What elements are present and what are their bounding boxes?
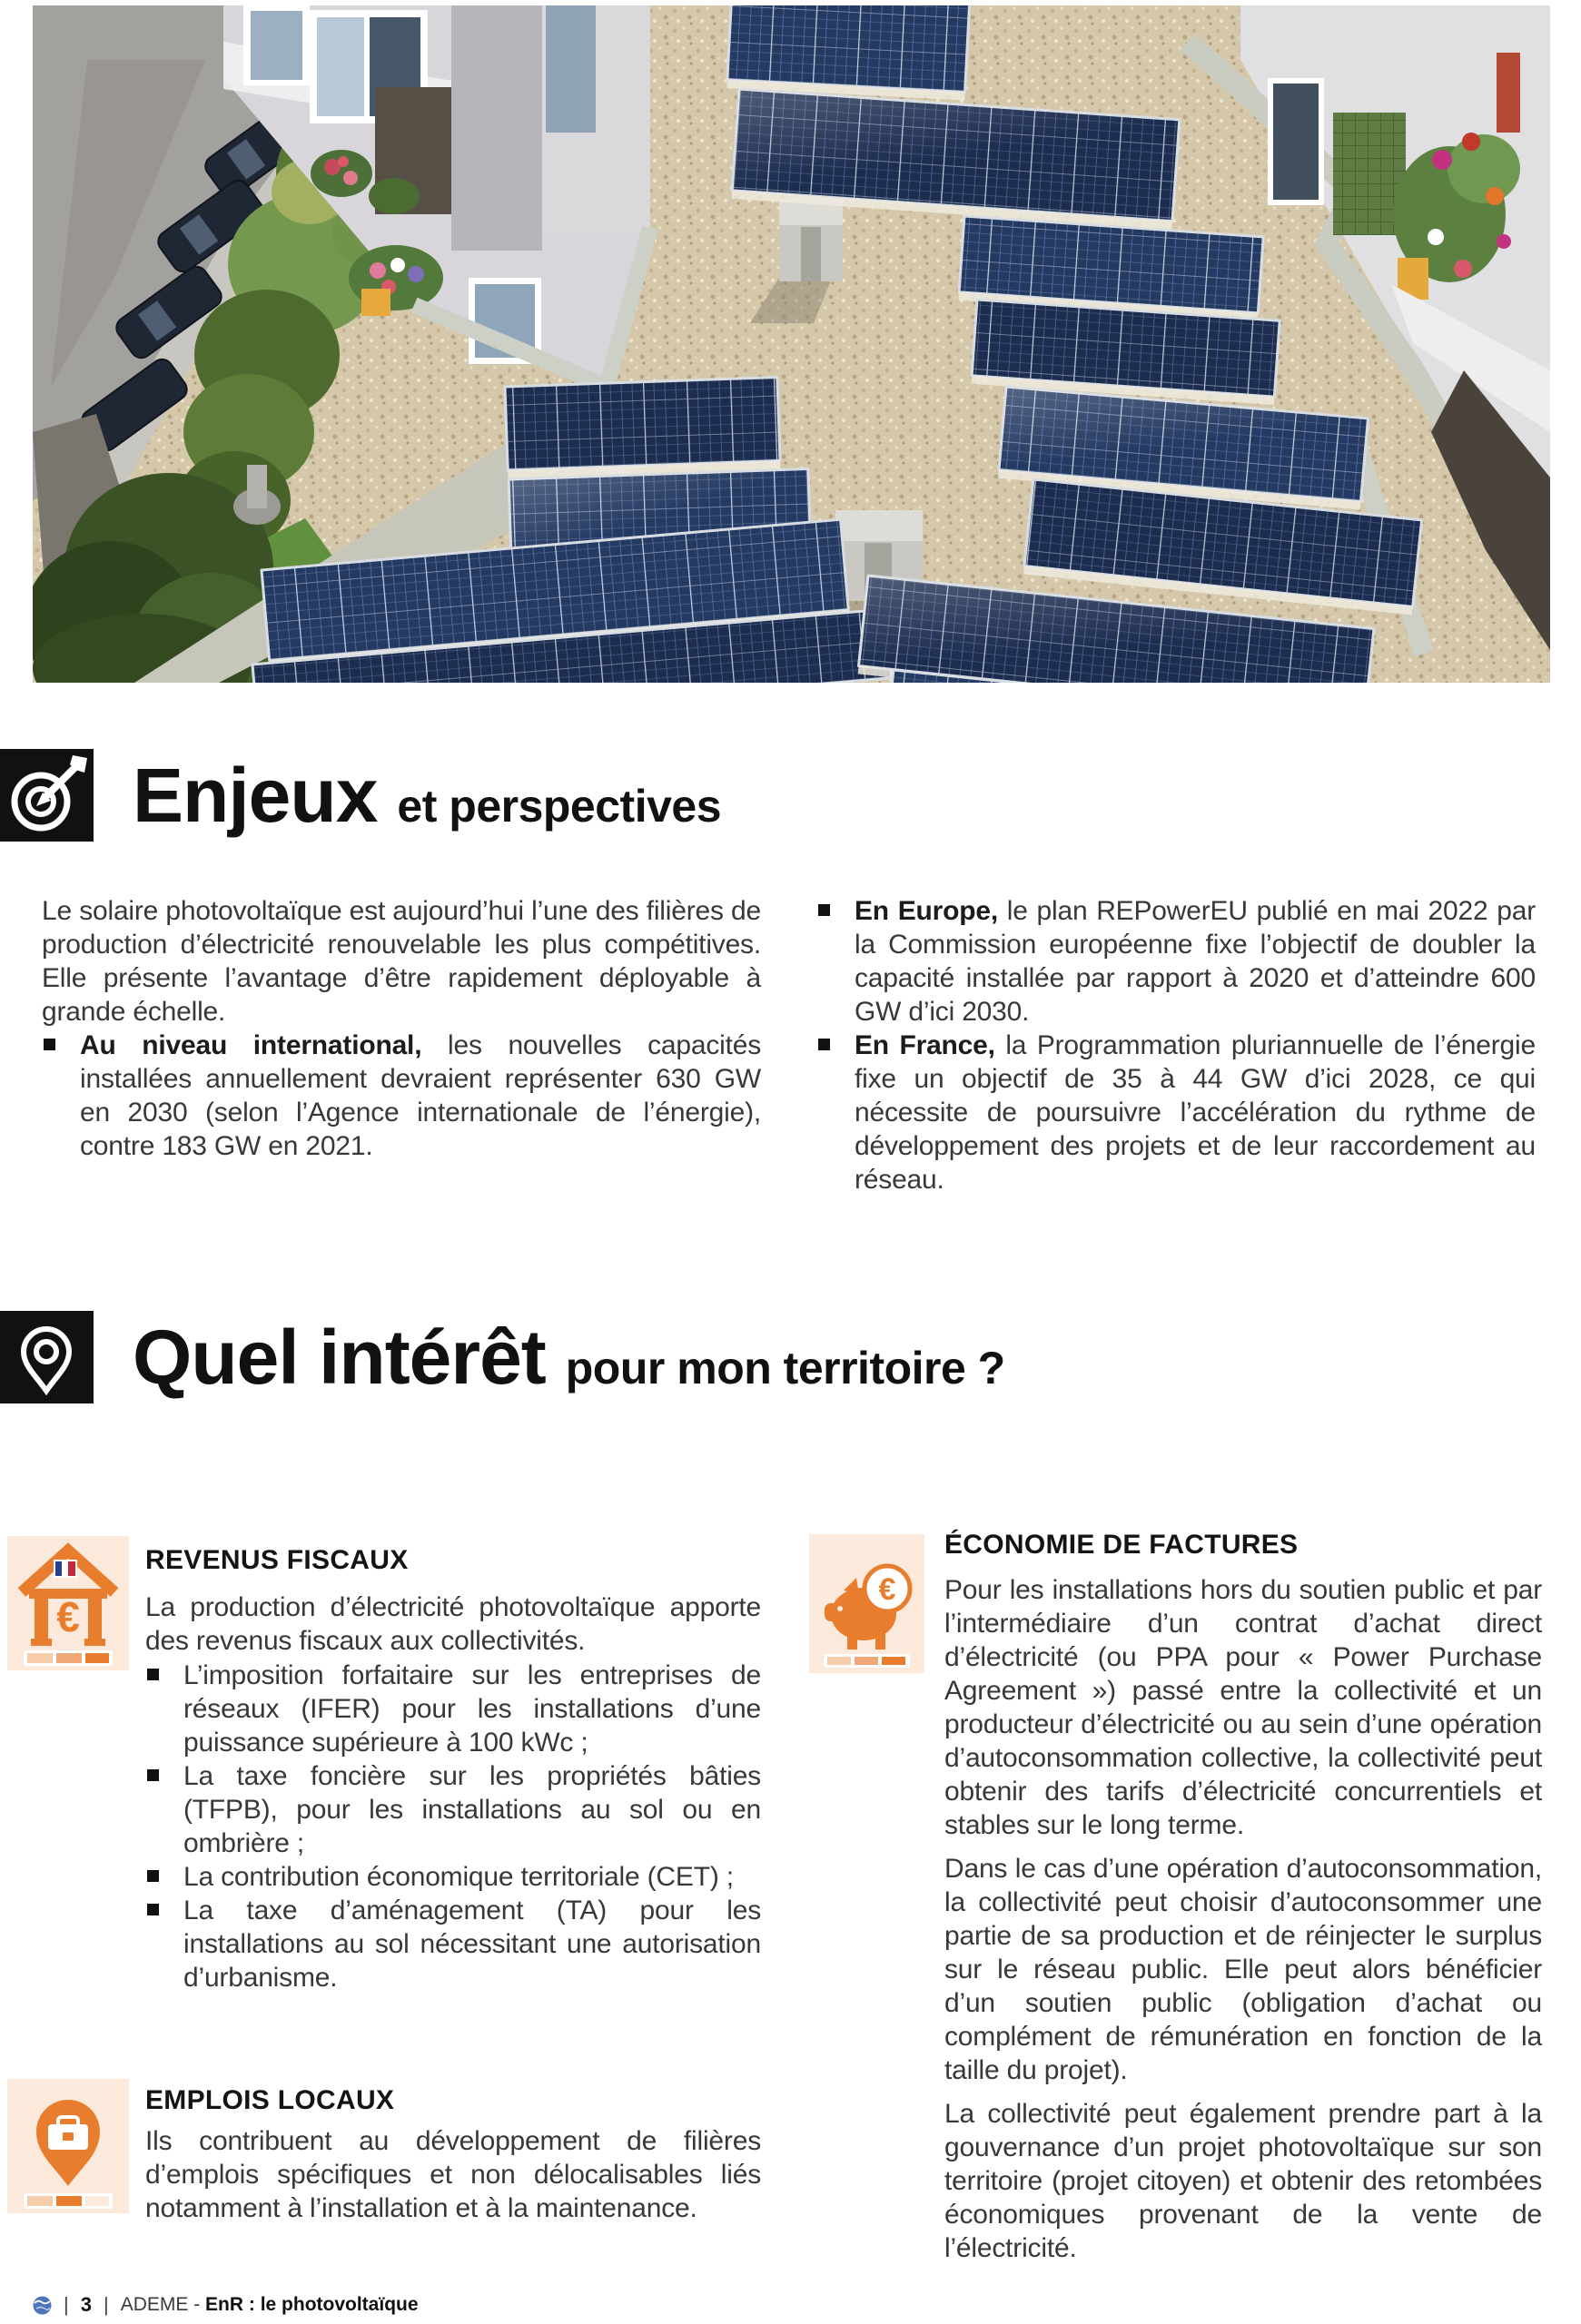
section2-heading — [133, 1311, 1005, 1426]
footer-separator: | — [103, 2293, 109, 2316]
revenus-intro: La production d’électricité photovoltaïque apporte des revenus fiscaux aux collectivités. — [145, 1592, 761, 1656]
revenus-icon-tile — [7, 1536, 129, 1670]
bullet-square-icon — [147, 1904, 159, 1915]
economie-paragraph-2: Dans le cas d’une opération d’autoconsommation, la collectivité peut choisir d’autoconsommer une partie de sa production et de réinjecter le surplus sur le réseau public. Elle peut alors bénéficier d’un soutien public (obligation d’achat ou complément de rémunération en fonction de la taille du projet). — [944, 1854, 1542, 2085]
revenus-bullet-ifer: L’imposition forfaitaire sur les entreprises de réseaux (IFER) pour les installations d’une puissance supérieure à 100 kWc ; — [145, 1659, 761, 1759]
section1-left-column — [42, 894, 761, 1163]
svg-text:€: € — [56, 1593, 80, 1640]
economie-icon-tile — [809, 1534, 924, 1673]
bullet-square-icon — [818, 1039, 830, 1050]
section1-right-column — [816, 894, 1536, 1196]
piggy-bank-euro-icon — [809, 1534, 924, 1673]
bullet-square-icon — [818, 904, 830, 916]
economie-paragraph-1: Pour les installations hors du soutien public et par l’intermédiaire d’un contrat d’achat direct d’électricité (ou PPA pour « Power Purchase Agreement ») passé entre la collectivité et un producteur d’électricité ou au sein d’une opération d’autoconsommation collective, la collectivité peut obtenir des tarifs d’électricité concurrentiels et stables sur le long terme. — [944, 1575, 1542, 1840]
footer-separator: | — [64, 2293, 69, 2316]
page-number: 3 — [80, 2293, 92, 2316]
revenus-title: REVENUS FISCAUX — [145, 1545, 409, 1575]
economie-body — [944, 1573, 1542, 2265]
bullet-europe: En Europe, le plan REPowerEU publié en mai 2022 par la Commission européenne fixe l’objectif de doubler la capacité installée par rapport à 2020 et d’atteindre 600 GW d’ici 2030. — [816, 894, 1536, 1029]
section-icon-tile — [0, 749, 94, 842]
globe-icon — [33, 2296, 52, 2315]
page-footer — [33, 2293, 419, 2317]
footer-brand: ADEME - EnR : le photovoltaïque — [120, 2294, 419, 2315]
bullet-square-icon — [147, 1769, 159, 1781]
section-icon-tile — [0, 1311, 94, 1403]
section1-subtitle: et perspectives — [397, 781, 722, 832]
hero-photo — [33, 5, 1550, 683]
revenus-bullet-ta: La taxe d’aménagement (TA) pour les installations au sol nécessitant une autorisation d’urbanisme. — [145, 1894, 761, 1994]
section1-title: Enjeux — [133, 753, 378, 838]
revenus-bullet-cet: La contribution économique territoriale (CET) ; — [145, 1860, 761, 1894]
map-pin-icon — [0, 1311, 94, 1403]
revenus-body — [145, 1590, 761, 1994]
target-icon — [0, 749, 94, 842]
emplois-text: Ils contribuent au développement de filières d’emplois spécifiques et non délocalisables liés notamment à l’installation et à la maintenance. — [145, 2126, 761, 2223]
section2-subtitle: pour mon territoire ? — [565, 1343, 1005, 1393]
section1-heading — [133, 749, 721, 864]
revenus-bullet-tfpb: La taxe foncière sur les propriétés bâties (TFPB), pour les installations au sol ou en ombrière ; — [145, 1759, 761, 1860]
economie-title: ÉCONOMIE DE FACTURES — [944, 1530, 1299, 1560]
emplois-icon-tile — [7, 2079, 129, 2213]
bullet-square-icon — [44, 1039, 55, 1050]
bullet-france: En France, la Programmation pluriannuelle de l’énergie fixe un objectif de 35 à 44 GW d’ici 2028, ce qui nécessite de poursuivre l’accélération du rythme de développement des projets et de leur raccordement au réseau. — [816, 1029, 1536, 1196]
economie-paragraph-3: La collectivité peut également prendre part à la gouvernance d’un projet photovoltaïque sur son territoire (projet citoyen) et obtenir des retombées économiques provenant de la vente de l’électricité. — [944, 2099, 1542, 2263]
town-hall-euro-icon — [7, 1536, 129, 1670]
bullet-square-icon — [147, 1870, 159, 1882]
solar-roof-photo-illustration — [33, 5, 1550, 683]
emplois-body — [145, 2124, 761, 2225]
svg-text:€: € — [878, 1572, 896, 1607]
section2-title: Quel intérêt — [133, 1315, 546, 1400]
emplois-title: EMPLOIS LOCAUX — [145, 2085, 395, 2115]
bullet-square-icon — [147, 1669, 159, 1680]
briefcase-pin-icon — [7, 2079, 129, 2213]
intro-paragraph: Le solaire photovoltaïque est aujourd’hui l’une des filières de production d’électricité renouvelable les plus compétitives. Elle présente l’avantage d’être rapidement déployable à grande échelle. — [42, 896, 761, 1027]
footer-doc-title: EnR : le photovoltaïque — [205, 2294, 419, 2315]
bullet-international: Au niveau international, les nouvelles capacités installées annuellement devraient représenter 630 GW en 2030 (selon l’Agence internationale de l’énergie), contre 183 GW en 2021. — [42, 1029, 761, 1163]
